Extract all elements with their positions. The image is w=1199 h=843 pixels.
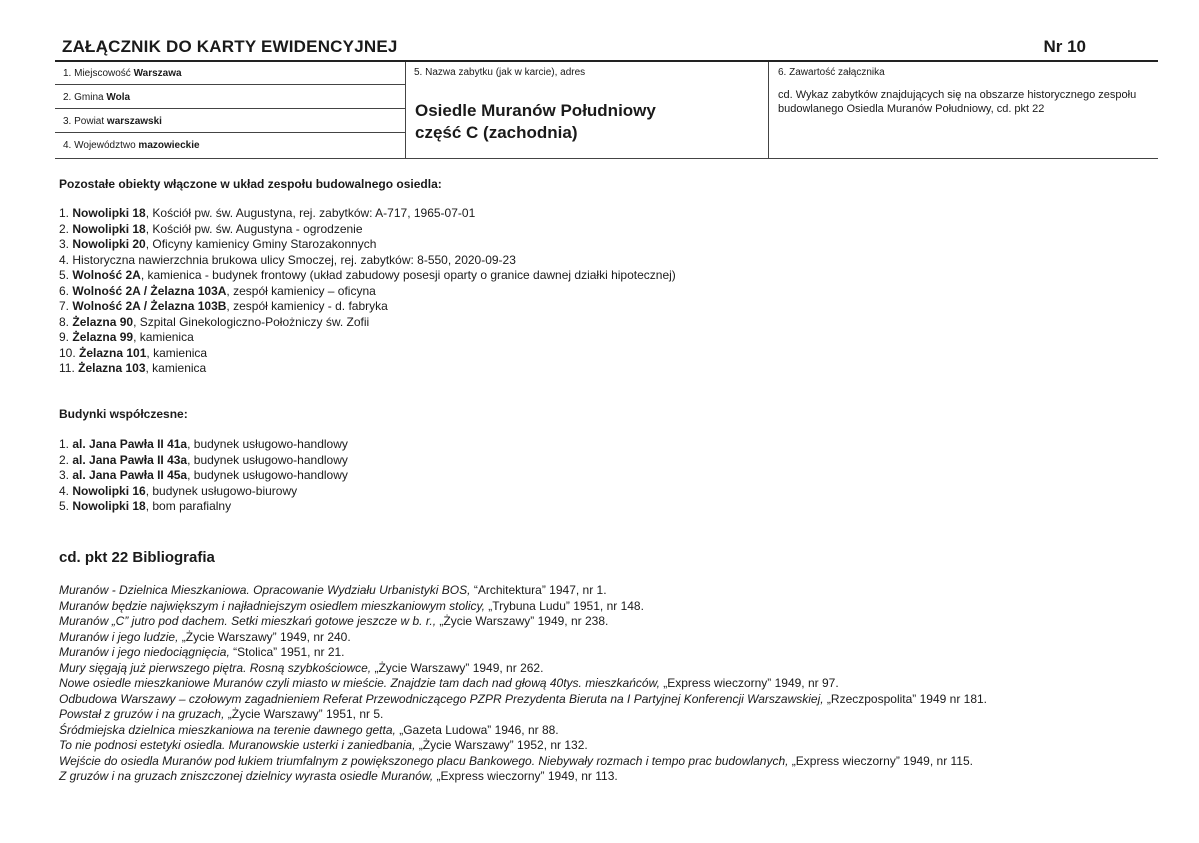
- item-number: 2.: [59, 221, 70, 236]
- location-column: [55, 62, 405, 158]
- item-description: , Kościół pw. św. Augustyna, rej. zabytków: A-717, 1965-07-01: [145, 206, 476, 220]
- item-number: 11.: [59, 361, 75, 375]
- item-description: , kamienica - budynek frontowy (układ zabudowy posesji oparty o granice dawnej działki hipotecznej): [140, 268, 676, 282]
- bibliography-entry: [59, 645, 987, 661]
- bibliography-entry: [59, 599, 987, 615]
- item-address: al. Jana Pawła II 45a: [72, 468, 188, 482]
- list-item: [59, 453, 348, 469]
- item-address: Nowolipki 18: [72, 499, 146, 513]
- bibliography-entry: [59, 661, 987, 677]
- location-value: Wola: [106, 92, 131, 103]
- location-cell-voivodeship: [55, 134, 405, 157]
- item-address: Żelazna 99: [72, 330, 134, 344]
- contents-text: cd. Wykaz zabytków znajdujących się na obszarze historycznego zespołu budowlanego Osiedla Muranów Południowy, cd. pkt 22: [778, 89, 1137, 115]
- bibliography-title: Mury sięgają już pierwszego piętra. Rosną szybkościowce,: [59, 660, 372, 675]
- item-address: Nowolipki 16: [72, 483, 146, 498]
- bibliography-source: „Gazeta Ludowa” 1946, nr 88.: [395, 722, 559, 737]
- record-card-table: [55, 60, 1158, 159]
- item-address: Wolność 2A: [72, 268, 141, 282]
- bibliography-source: „Życie Warszawy” 1949, nr 238.: [436, 614, 609, 628]
- bibliography-heading: cd. pkt 22 Bibliografia: [59, 549, 215, 566]
- item-number: 4.: [59, 252, 70, 267]
- bibliography-entry: [59, 614, 987, 630]
- location-value: Warszawa: [133, 68, 182, 79]
- bibliography-source: „Życie Warszawy” 1949, nr 262.: [371, 660, 544, 675]
- list-item: [59, 315, 676, 331]
- item-address: al. Jana Pawła II 43a: [72, 452, 188, 467]
- bibliography-entry: [59, 707, 987, 723]
- list-item: [59, 222, 676, 238]
- monument-name-line1: Osiedle Muranów Południowy: [415, 101, 656, 120]
- contents-label: 6. Zawartość załącznika: [778, 67, 885, 78]
- bibliography-entry: [59, 723, 987, 739]
- bibliography-source: „Życie Warszawy” 1952, nr 132.: [415, 738, 588, 752]
- list-item: [59, 437, 348, 453]
- bibliography-entry: [59, 692, 987, 708]
- item-description: , budynek usługowo-handlowy: [187, 468, 348, 482]
- location-cell-town: [55, 62, 405, 85]
- item-description: , Kościół pw. św. Augustyna - ogrodzenie: [145, 221, 363, 236]
- bibliography-title: Nowe osiedle mieszkaniowe Muranów czyli miasto w mieście. Znajdzie tam dach nad głową 40tys. mieszkańców,: [59, 676, 660, 690]
- list-item: [59, 330, 676, 346]
- bibliography-entry: [59, 769, 987, 785]
- location-label: 4. Województwo: [63, 140, 136, 151]
- bibliography-title: Muranów i jego niedociągnięcia,: [59, 645, 230, 659]
- bibliography-title: To nie podnosi estetyki osiedla. Muranowskie usterki i zaniedbania,: [59, 738, 416, 752]
- item-address: Wolność 2A / Żelazna 103A: [72, 283, 227, 298]
- item-address: Nowolipki 18: [72, 221, 146, 236]
- bibliography-source: “Stolica” 1951, nr 21.: [229, 645, 345, 659]
- item-address: Nowolipki 20: [72, 237, 146, 251]
- item-number: 1.: [59, 206, 70, 220]
- item-description: , zespół kamienicy – oficyna: [226, 283, 376, 298]
- bibliography-source: „Życie Warszawy” 1949, nr 240.: [178, 629, 351, 644]
- item-number: 7.: [59, 299, 70, 313]
- item-number: 5.: [59, 268, 70, 282]
- item-address: Wolność 2A / Żelazna 103B: [72, 299, 227, 313]
- item-number: 3.: [59, 468, 70, 482]
- document-title: ZAŁĄCZNIK DO KARTY EWIDENCYJNEJ: [62, 37, 398, 56]
- item-number: 5.: [59, 499, 70, 513]
- bibliography-entry: [59, 754, 987, 770]
- list-item: [59, 284, 676, 300]
- item-description: , kamienica: [145, 361, 207, 375]
- bibliography-source: „Express wieczorny” 1949, nr 115.: [788, 753, 973, 768]
- item-address: Nowolipki 18: [72, 206, 146, 220]
- bibliography-entry: [59, 738, 987, 754]
- item-number: 1.: [59, 437, 70, 451]
- item-description: , budynek usługowo-biurowy: [145, 483, 298, 498]
- monument-name-line2: część C (zachodnia): [415, 123, 578, 142]
- bibliography-entry: [59, 583, 987, 599]
- list-item: [59, 268, 676, 284]
- item-number: 9.: [59, 330, 70, 344]
- item-description: , Oficyny kamienicy Gminy Starozakonnych: [145, 237, 377, 251]
- location-cell-county: [55, 110, 405, 133]
- document-number: Nr 10: [1043, 37, 1086, 56]
- document-header: [62, 37, 1086, 59]
- location-label: 1. Miejscowość: [63, 68, 131, 79]
- item-number: 3.: [59, 237, 70, 251]
- item-number: 4.: [59, 483, 70, 498]
- modern-buildings-heading: Budynki współczesne:: [59, 407, 188, 421]
- monument-label: 5. Nazwa zabytku (jak w karcie), adres: [414, 67, 586, 78]
- bibliography-source: „Express wieczorny” 1949, nr 97.: [659, 676, 839, 690]
- item-address: Żelazna 90: [72, 314, 134, 329]
- other-objects-list: [59, 206, 676, 377]
- other-objects-heading: Pozostałe obiekty włączone w układ zespołu budowalnego osiedla:: [59, 177, 442, 191]
- bibliography-source: „Rzeczpospolita” 1949 nr 181.: [823, 691, 988, 706]
- item-address: al. Jana Pawła II 41a: [72, 437, 188, 451]
- bibliography-entry: [59, 676, 987, 692]
- item-number: 2.: [59, 452, 70, 467]
- bibliography-title: Z gruzów i na gruzach zniszczonej dzielnicy wyrasta osiedle Muranów,: [59, 769, 434, 783]
- item-number: 10.: [59, 345, 76, 360]
- list-item: [59, 237, 676, 253]
- list-item: [59, 484, 348, 500]
- modern-buildings-list: [59, 437, 348, 515]
- item-description: , kamienica: [146, 345, 208, 360]
- item-address: Żelazna 101: [79, 345, 147, 360]
- item-description: , bom parafialny: [145, 499, 232, 513]
- bibliography-title: Muranów „C” jutro pod dachem. Setki mieszkań gotowe jeszcze w b. r.,: [59, 614, 437, 628]
- bibliography-source: “Architektura” 1947, nr 1.: [470, 583, 607, 597]
- bibliography-title: Muranów - Dzielnica Mieszkaniowa. Opracowanie Wydziału Urbanistyki BOS,: [59, 583, 471, 597]
- item-number: 8.: [59, 314, 70, 329]
- list-item: [59, 361, 676, 377]
- bibliography-source: „Express wieczorny” 1949, nr 113.: [433, 769, 618, 783]
- item-description: , Szpital Ginekologiczno-Położniczy św. Zofii: [133, 314, 370, 329]
- bibliography-entry: [59, 630, 987, 646]
- list-item: [59, 299, 676, 315]
- list-item: [59, 468, 348, 484]
- bibliography-title: Śródmiejska dzielnica mieszkaniowa na terenie dawnego getta,: [59, 722, 396, 737]
- monument-name: [415, 100, 656, 144]
- contents-column: [768, 62, 1159, 158]
- list-item: [59, 499, 348, 515]
- bibliography-list: [59, 583, 987, 785]
- location-label: 2. Gmina: [63, 92, 104, 103]
- item-description: , zespół kamienicy - d. fabryka: [226, 299, 388, 313]
- bibliography-title: Powstał z gruzów i na gruzach,: [59, 707, 225, 721]
- bibliography-title: Muranów i jego ludzie,: [59, 629, 179, 644]
- bibliography-title: Wejście do osiedla Muranów pod łukiem triumfalnym z powiększonego placu Bankowego. Niebywały rozmach i tempo prac budowlanych,: [59, 753, 789, 768]
- item-description: , budynek usługowo-handlowy: [187, 452, 348, 467]
- bibliography-title: Odbudowa Warszawy – czołowym zagadnieniem Referat Przewodniczącego PZPR Prezydenta Bieruta na I Partyjnej Konferencji Warszawskiej,: [59, 691, 824, 706]
- bibliography-source: „Trybuna Ludu” 1951, nr 148.: [484, 598, 644, 613]
- location-value: warszawski: [106, 116, 162, 127]
- item-number: 6.: [59, 283, 70, 298]
- item-description: Historyczna nawierzchnia brukowa ulicy Smoczej, rej. zabytków: 8-550, 2020-09-23: [72, 252, 516, 267]
- item-address: Żelazna 103: [78, 361, 146, 375]
- list-item: [59, 206, 676, 222]
- list-item: [59, 253, 676, 269]
- bibliography-source: „Życie Warszawy” 1951, nr 5.: [224, 707, 384, 721]
- location-value: mazowieckie: [138, 140, 200, 151]
- location-label: 3. Powiat: [63, 116, 105, 127]
- monument-column: [405, 62, 769, 158]
- item-description: , budynek usługowo-handlowy: [187, 437, 348, 451]
- location-cell-commune: [55, 86, 405, 109]
- bibliography-title: Muranów będzie największym i najładniejszym osiedlem mieszkaniowym stolicy,: [59, 598, 485, 613]
- item-description: , kamienica: [133, 330, 194, 344]
- list-item: [59, 346, 676, 362]
